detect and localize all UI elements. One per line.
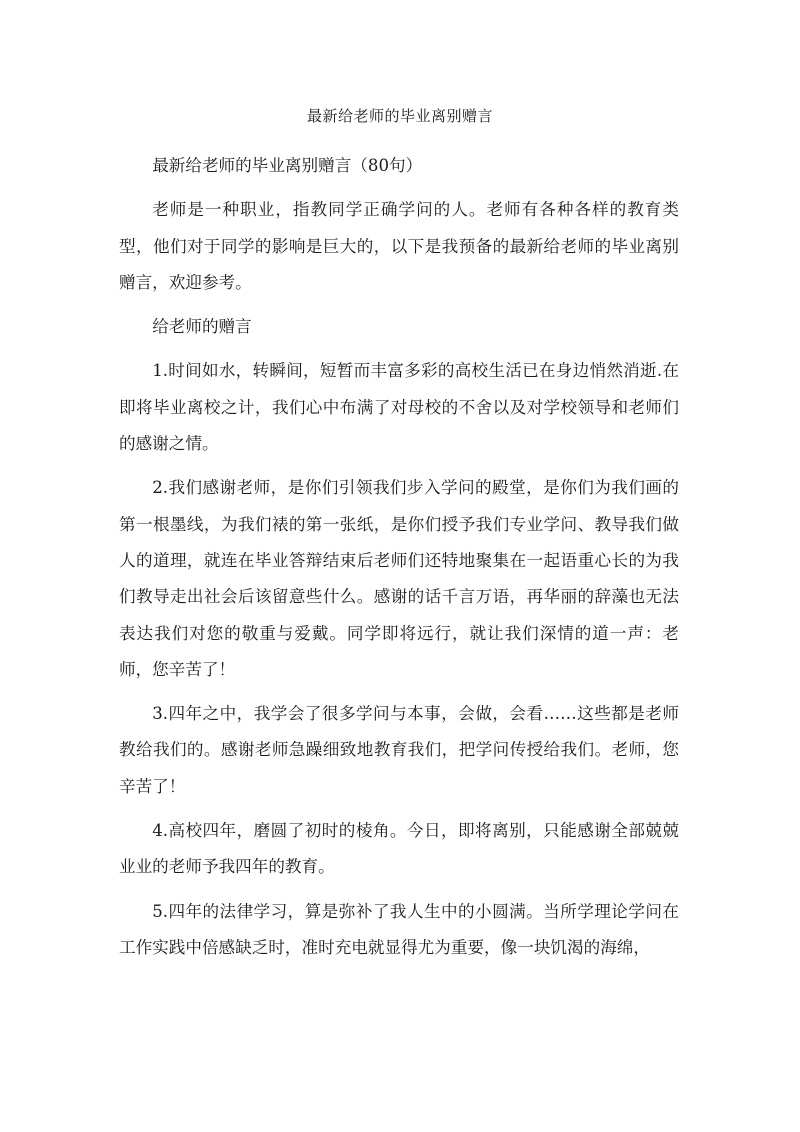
intro-paragraph: 老师是一种职业，指教同学正确学问的人。老师有各种各样的教育类型，他们对于同学的影响是巨大的，以下是我预备的最新给老师的毕业离别赠言，欢迎参考。 [119,200,679,292]
list-item: 1.时间如水，转瞬间，短暂而丰富多彩的高校生活已在身边悄然消逝.在即将毕业离校之计，我们心中布满了对母校的不舍以及对学校领导和老师们的感谢之情。 [119,361,679,454]
list-item: 2.我们感谢老师，是你们引领我们步入学问的殿堂，是你们为我们画的第一根墨线，为我们裱的第一张纸，是你们授予我们专业学问、教导我们做人的道理，就连在毕业答辩结束后老师们还特地聚集在一起语重心长的为我们教导走出社会后该留意些什么。感谢的话千言万语，再华丽的辞藻也无法表达我们对您的敬重与爱戴。同学即将远行，就让我们深情的道一声：老师，您辛苦了！ [119,478,679,679]
document-body [119,148,679,974]
document-subtitle: 最新给老师的毕业离别赠言（80句） [152,156,423,175]
list-item: 4.高校四年，磨圆了初时的棱角。今日，即将离别，只能感谢全部兢兢业业的老师予我四年的教育。 [119,821,679,877]
section-heading: 给老师的赠言 [152,317,252,337]
list-item: 3.四年之中，我学会了很多学问与本事，会做，会看……这些都是老师教给我们的。感谢老师急躁细致地教育我们，把学问传授给我们。老师，您辛苦了！ [119,704,679,796]
list-item: 5.四年的法律学习，算是弥补了我人生中的小圆满。当所学理论学问在工作实践中倍感缺乏时，准时充电就显得尤为重要，像一块饥渴的海绵， [119,901,679,957]
document-title: 最新给老师的毕业离别赠言 [306,107,493,125]
